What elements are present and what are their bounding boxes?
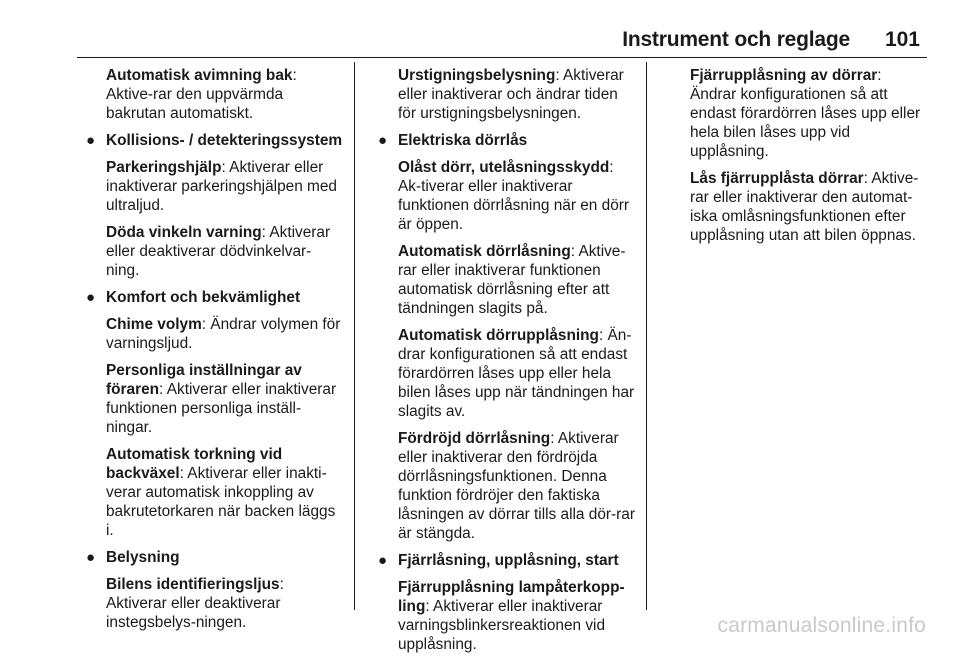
column-3 (666, 66, 932, 253)
setting-entry (82, 361, 344, 437)
column-divider-1 (354, 62, 355, 610)
header-rule (77, 57, 927, 58)
setting-entry (666, 66, 932, 161)
setting-entry (374, 326, 636, 421)
watermark: carmanualsonline.info (717, 614, 926, 637)
setting-term: Automatisk torkning vid backväxel (106, 446, 283, 482)
setting-term: Bilens identifieringsljus (106, 576, 280, 593)
setting-description: : Ändrar volymen för varningsljud. (106, 316, 341, 352)
section-heading-label: Belysning (106, 549, 180, 566)
setting-description: : Aktive-rar eller inaktiverar den automat-iska omlåsningsfunktionen efter upplåsning utan att bilen öppnas. (690, 170, 919, 244)
setting-description: : Aktiverar eller deaktiverar instegsbelys-ningen. (106, 576, 284, 631)
setting-term: Automatisk dörrupplåsning (398, 327, 599, 344)
page-header (0, 0, 960, 60)
column-1 (82, 66, 344, 640)
setting-entry (82, 158, 344, 215)
column-divider-2 (646, 62, 647, 610)
setting-entry (666, 169, 932, 245)
setting-term: Automatisk avimning bak (106, 67, 293, 84)
setting-entry (82, 445, 344, 540)
section-heading-label: Fjärrlåsning, upplåsning, start (398, 552, 619, 569)
setting-term: Olåst dörr, utelåsningsskydd (398, 159, 610, 176)
setting-description: : Aktiverar eller inaktiverar den fördröjda dörrlåsningsfunktionen. Denna funktion fördröjer den faktiska låsningen av dörrar tills alla dör-rar är stängda. (398, 430, 635, 542)
setting-entry (82, 575, 344, 632)
section-heading-label: Komfort och bekvämlighet (106, 289, 301, 306)
bullet-icon: ● (378, 552, 388, 569)
setting-term: Parkeringshjälp (106, 159, 222, 176)
setting-entry (374, 429, 636, 543)
setting-term: Personliga inställningar av föraren (106, 362, 302, 398)
setting-description: : Aktiverar eller inaktiverar parkeringshjälpen med ultraljud. (106, 159, 337, 214)
setting-entry (374, 66, 636, 123)
column-2 (374, 66, 636, 662)
setting-description: : Aktiverar eller inaktiverar och ändrar tiden för urstigningsbelysningen. (398, 67, 624, 122)
page-number: 101 (884, 28, 920, 51)
section-heading (82, 288, 344, 307)
setting-entry (374, 242, 636, 318)
setting-term: Chime volym (106, 316, 202, 333)
setting-description: : Aktiverar eller deaktiverar dödvinkelvar-ning. (106, 224, 331, 279)
setting-entry (82, 66, 344, 123)
setting-description: : Ändrar konfigurationen så att endast förardörren låses upp eller hela bilen låses upp vid upplåsning. (690, 67, 921, 160)
setting-term: Fördröjd dörrlåsning (398, 430, 551, 447)
bullet-icon: ● (86, 132, 96, 149)
section-heading-label: Elektriska dörrlås (398, 132, 528, 149)
setting-term: Döda vinkeln varning (106, 224, 262, 241)
section-heading (82, 131, 344, 150)
setting-description: : Än-drar konfigurationen så att endast förardörren låses upp eller hela bilen låses upp när tändningen har slagits av. (398, 327, 635, 420)
setting-term: Fjärrupplåsning lampåterkopp-ling (398, 579, 625, 615)
setting-description: : Aktive-rar eller inaktiverar funktionen automatisk dörrlåsning efter att tändningen slagits på. (398, 243, 626, 317)
section-heading-label: Kollisions- / detekteringssystem (106, 132, 343, 149)
setting-description: : Aktiverar eller inakti-verar automatisk inkoppling av bakrutetorkaren när backen läggs i. (106, 465, 336, 539)
chapter-title: Instrument och reglage (622, 28, 850, 51)
setting-term: Urstigningsbelysning (398, 67, 556, 84)
setting-description: : Ak-tiverar eller inaktiverar funktionen dörrlåsning när en dörr är öppen. (398, 159, 630, 233)
setting-entry (82, 315, 344, 353)
setting-entry (374, 158, 636, 234)
section-heading (82, 548, 344, 567)
setting-entry (82, 223, 344, 280)
setting-description: : Aktiverar eller inaktiverar varningsblinkersreaktionen vid upplåsning. (398, 598, 606, 653)
setting-description: : Aktiverar eller inaktiverar funktionen personliga inställ-ningar. (106, 381, 337, 436)
setting-description: : Aktive-rar den uppvärmda bakrutan automatiskt. (106, 67, 297, 122)
bullet-icon: ● (86, 289, 96, 306)
bullet-icon: ● (86, 549, 96, 566)
bullet-icon: ● (378, 132, 388, 149)
setting-term: Automatisk dörrlåsning (398, 243, 571, 260)
setting-entry (374, 578, 636, 654)
setting-term: Fjärrupplåsning av dörrar (690, 67, 878, 84)
setting-term: Lås fjärrupplåsta dörrar (690, 170, 864, 187)
section-heading (374, 131, 636, 150)
section-heading (374, 551, 636, 570)
